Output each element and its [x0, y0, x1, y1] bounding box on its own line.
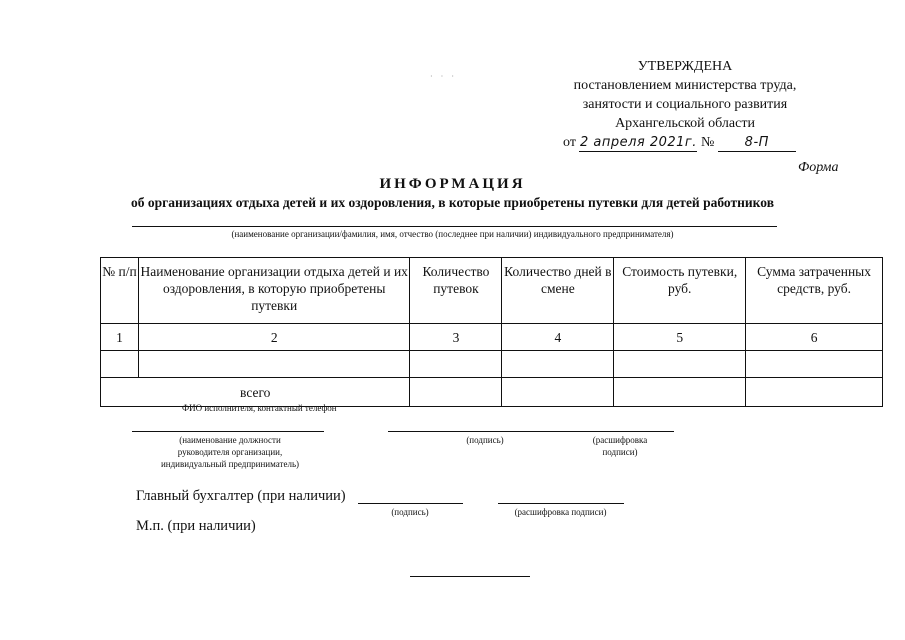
header-total: Сумма затраченных средств, руб.: [746, 258, 883, 324]
table-row: [101, 351, 883, 378]
table-cell: [502, 351, 614, 378]
scan-dots: · · ·: [430, 72, 457, 81]
header-cost: Стоимость путевки, руб.: [614, 258, 746, 324]
approval-date-line: [555, 133, 815, 152]
chief-signature-caption: (подпись): [391, 507, 429, 517]
column-number-cell: 4: [502, 324, 614, 351]
signature-line: [388, 431, 674, 432]
column-number-cell: 3: [410, 324, 502, 351]
header-vouchers: Количество путевок: [410, 258, 502, 324]
approval-block: [555, 57, 815, 152]
organization-name-line: [132, 226, 777, 227]
executor-caption: ФИО исполнителя, контактный телефон: [182, 403, 337, 413]
chief-decoding-caption: (расшифровка подписи): [514, 507, 607, 517]
approval-line-3: Архангельской области: [615, 116, 755, 131]
position-caption-line: (наименование должности: [179, 435, 281, 445]
column-number-cell: 2: [138, 324, 410, 351]
table-cell: [746, 378, 883, 407]
position-caption: [120, 434, 340, 470]
stamp-label: М.п. (при наличии): [136, 518, 256, 534]
decoding-caption-line: (расшифровка: [592, 435, 648, 445]
table-cell: [410, 378, 502, 407]
table-row: [101, 324, 883, 351]
signature-caption: (подпись): [466, 435, 504, 445]
table-cell: [746, 351, 883, 378]
column-number-cell: 1: [101, 324, 139, 351]
number-sign: №: [700, 135, 715, 150]
table-cell: [101, 351, 139, 378]
table-cell: [614, 351, 746, 378]
approval-number: 8-П: [718, 135, 796, 152]
table-cell: [614, 378, 746, 407]
organization-name-caption: (наименование организации/фамилия, имя, отчество (последнее при наличии) индивидуального предпринимателя): [231, 229, 674, 239]
decoding-caption: [570, 434, 670, 458]
total-label: всего: [101, 378, 410, 407]
table-cell: [410, 351, 502, 378]
approval-date: 2 апреля 2021г.: [579, 135, 697, 150]
document-subtitle: об организациях отдыха детей и их оздоровления, в которые приобретены путевки для детей работников: [131, 195, 774, 210]
table-cell: [138, 351, 410, 378]
decoding-caption-line: подписи): [602, 447, 638, 457]
column-number-cell: 6: [746, 324, 883, 351]
info-table: [100, 257, 883, 407]
date-prefix: от: [563, 135, 576, 150]
table-header-row: [101, 258, 883, 324]
position-caption-line: руководителя организации,: [177, 447, 283, 457]
chief-accountant-label: Главный бухгалтер (при наличии): [136, 488, 346, 504]
header-number: № п/п: [101, 258, 139, 324]
position-line: [132, 431, 324, 432]
position-caption-line: индивидуальный предприниматель): [160, 459, 300, 469]
chief-signature-line: [358, 503, 463, 504]
column-number-cell: 5: [614, 324, 746, 351]
form-label: Форма: [798, 160, 839, 175]
approval-line-2: занятости и социального развития: [582, 97, 788, 112]
bottom-line: [410, 576, 530, 577]
chief-decoding-line: [498, 503, 624, 504]
document-title: ИНФОРМАЦИЯ: [379, 176, 526, 192]
approval-heading: УТВЕРЖДЕНА: [637, 59, 733, 74]
table-cell: [502, 378, 614, 407]
header-days: Количество дней в смене: [502, 258, 614, 324]
approval-line-1: постановлением министерства труда,: [573, 78, 797, 93]
header-organization: Наименование организации отдыха детей и их оздоровления, в которую приобретены путевки: [138, 258, 410, 324]
